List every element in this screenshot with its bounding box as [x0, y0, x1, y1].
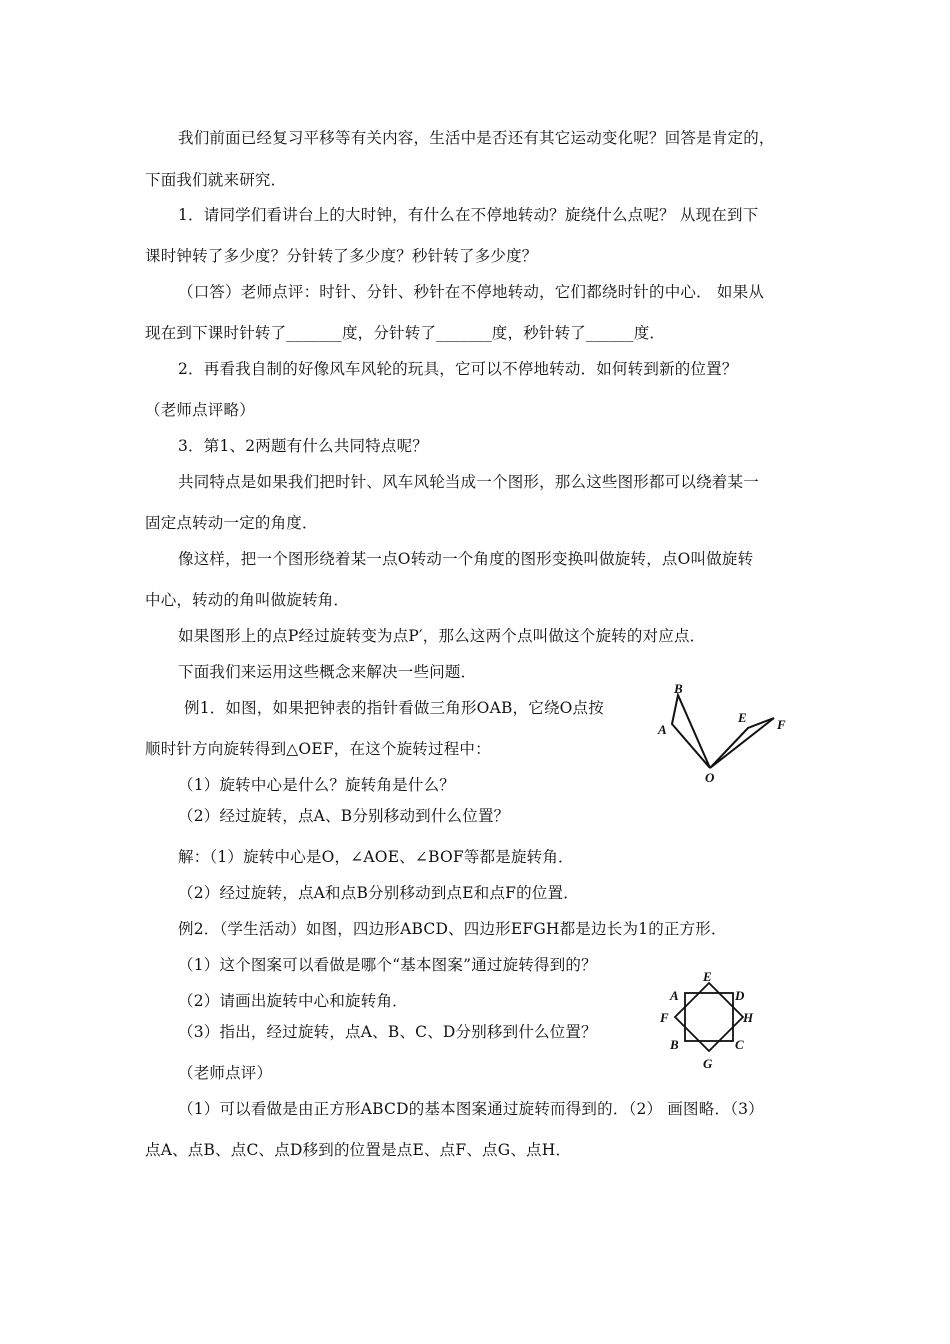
text-line: 2．再看我自制的好像风车风轮的玩具，它可以不停地转动．如何转到新的位置？: [178, 360, 738, 378]
label-d: D: [735, 988, 745, 1003]
text-line: 下面我们就来研究．: [145, 171, 287, 189]
label-b: B: [674, 681, 683, 696]
text-line: 例1．如图，如果把钟表的指针看做三角形OAB，它绕O点按: [184, 699, 604, 717]
triangle-oab: [672, 695, 710, 768]
label-e: E: [738, 710, 747, 725]
label-f: F: [777, 717, 786, 732]
text-line: 固定点转动一定的角度．: [145, 514, 318, 532]
label-h: H: [743, 1010, 754, 1025]
triangle-oef: [710, 718, 774, 768]
text-line: 顺时针方向旋转得到△OEF，在这个旋转过程中：: [145, 740, 491, 758]
label-o: O: [705, 770, 715, 785]
text-line: 点A、点B、点C、点D移到的位置是点E、点F、点G、点H．: [145, 1141, 572, 1159]
text-line: 1．请同学们看讲台上的大时钟，有什么在不停地转动？旋绕什么点呢？ 从现在到下: [178, 206, 759, 224]
label-e: E: [703, 970, 712, 984]
label-g: G: [703, 1056, 713, 1071]
text-line: （1）旋转中心是什么？旋转角是什么？: [178, 776, 455, 794]
label-f: F: [660, 1010, 669, 1025]
text-line: （老师点评略）: [145, 401, 255, 419]
text-line: （3）指出，经过旋转，点A、B、C、D分别移到什么位置？: [178, 1023, 597, 1041]
text-line: 我们前面已经复习平移等有关内容，生活中是否还有其它运动变化呢？回答是肯定的，: [178, 129, 775, 147]
label-c: C: [735, 1037, 744, 1052]
text-line: （2）请画出旋转中心和旋转角．: [178, 992, 408, 1010]
label-a: A: [658, 722, 667, 737]
text-line: 像这样，把一个图形绕着某一点O转动一个角度的图形变换叫做旋转，点O叫做旋转: [178, 550, 754, 568]
text-line: （老师点评）: [178, 1064, 273, 1082]
text-line: 3．第1、2两题有什么共同特点呢？: [178, 437, 428, 455]
text-line: 现在到下课时针转了_______度，分针转了_______度，秒针转了______度．: [145, 324, 666, 342]
text-line: （口答）老师点评：时针、分针、秒针在不停地转动，它们都绕时针的中心． 如果从: [178, 283, 765, 301]
text-line: 解：（1）旋转中心是O，∠AOE、∠BOF等都是旋转角．: [178, 848, 574, 866]
text-line: 如果图形上的点P经过旋转变为点P′，那么这两个点叫做这个旋转的对应点．: [178, 627, 706, 645]
text-line: 中心，转动的角叫做旋转角．: [145, 591, 350, 609]
text-line: 下面我们来运用这些概念来解决一些问题．: [178, 663, 477, 681]
text-line: 共同特点是如果我们把时针、风车风轮当成一个图形，那么这些图形都可以绕着某一: [178, 473, 759, 491]
rotation-triangle-figure: [650, 680, 800, 785]
text-line: 课时钟转了多少度？分针转了多少度？秒针转了多少度？: [145, 247, 538, 265]
text-line: （2）经过旋转，点A、B分别移动到什么位置？: [178, 807, 510, 825]
text-line: （1）这个图案可以看做是哪个“基本图案”通过旋转得到的？: [178, 956, 597, 974]
text-line: 例2．（学生活动）如图，四边形ABCD、四边形EFGH都是边长为1的正方形．: [178, 920, 727, 938]
two-squares-figure: [655, 970, 765, 1075]
text-line: （1）可以看做是由正方形ABCD的基本图案通过旋转而得到的．（2） 画图略．（3）: [178, 1100, 764, 1118]
text-line: （2）经过旋转，点A和点B分别移动到点E和点F的位置．: [178, 884, 579, 902]
label-b: B: [670, 1037, 679, 1052]
label-a: A: [670, 988, 679, 1003]
